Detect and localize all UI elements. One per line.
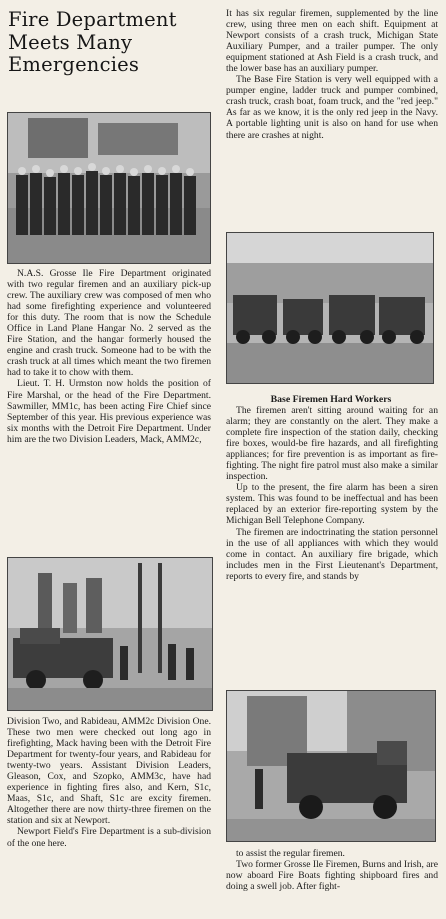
photo-fire-engine-drill <box>7 557 213 711</box>
paragraph: The firemen aren't sitting around waiting for an alarm; they are constantly on the alert. They make a complete fire inspection of the station daily, checking fire boxes, would-be fire hazards, and all firefighting appliances; for fire prevention is as important as fire-fighting. The night fire patrol must also make a similar inspection. <box>226 405 438 483</box>
photo-fire-trucks-graphic <box>227 233 433 383</box>
paragraph: The Base Fire Station is very well equipped with a pumper engine, ladder truck and pumper combined, crash truck, crash boat, foam truck, and the "red jeep." As far as we know, it is the only red jeep in the Navy. A portable lighting unit is also on hand for use when there are crashes at night. <box>226 74 438 141</box>
paragraph: N.A.S. Grosse Ile Fire Department originated with two regular firemen and an auxiliary pick-up crew. The auxiliary crew was composed of men who had some firefighting experience and volunteered for this duty. The room that is now the Schedule Office in Land Plane Hangar No. 2 served as the Fire Station, and the hangar formerly housed the engine and crash truck. Someone had to be with the crash truck at all times which meant the two firemen had to take it to chow with them. <box>7 268 211 379</box>
photo-fire-station-graphic <box>227 691 435 841</box>
headline-line: Emergencies <box>8 53 140 76</box>
paragraph: to assist the regular firemen. <box>236 848 345 859</box>
paragraph: Division Two, and Rabideau, AMM2c Division One. These two men were checked out long ago in firefighting, Mack having been with the Detroit Fire Department for twenty-four years, and Rabideau for twenty-two years. Assistant Division Leaders, Gleason, Cox, and Szopko, AMM3c, have had experience in fighting fires also, and Kern, S1c, Maas, S1c, and Shaft, S1c are excity firemen. Altogether there are now thirty-three firemen on the station and six at Newport. <box>7 716 211 827</box>
paragraph: Newport Field's Fire Department is a sub-division of the one here. <box>7 826 211 849</box>
article-text-right-2 <box>226 405 438 582</box>
article-text-left-1 <box>7 268 211 445</box>
paragraph: It has six regular firemen, supplemented by the line crew, using three men on each shift. Equipment at Newport consists of a crash truck, Michigan State Auxiliary Pumper, and a trailer pumper. The only equipment stationed at Ash Field is a crash truck, and the lower base has an auxiliary pumper. <box>226 8 438 75</box>
article-text-right-3 <box>226 848 438 892</box>
left-column <box>6 0 212 849</box>
article-headline <box>8 9 212 77</box>
paragraph: Two former Grosse Ile Firemen, Burns and Irish, are now aboard Fire Boats fighting shipboard fires and doing a swell job. After fight- <box>226 859 438 893</box>
article-text-right-1 <box>226 8 438 141</box>
paragraph: The firemen are indoctrinating the station personnel in the use of all appliances with which they would come in contact. An auxiliary fire brigade, which includes men in the First Lieutenant's Department, reports to every fire, and stands by <box>226 526 438 582</box>
photo-fire-engine-station <box>226 690 436 842</box>
paragraph: Up to the present, the fire alarm has been a siren system. This was found to be ineffectual and has been replaced by an exterior fire-reporting system by the Michigan Bell Telephone Company. <box>226 482 438 527</box>
photo-fire-trucks-lineup <box>226 232 434 384</box>
photo-fire-engine-graphic <box>8 558 212 710</box>
photo-fire-crew-graphic <box>8 113 210 263</box>
section-subhead: Base Firemen Hard Workers <box>270 394 392 405</box>
paragraph: Lieut. T. H. Urmston now holds the position of Fire Marshal, or the head of the Fire Department. Sawmiller, MM1c, has been acting Fire Chief since September of this year. His previous experience was six months with the Detroit Fire Department. Under him are the two Division Leaders, Mack, AMM2c, <box>7 378 211 445</box>
photo-fire-crew-group <box>7 112 211 264</box>
headline-line: Fire Department <box>8 8 177 31</box>
headline-line: Meets Many <box>8 30 133 54</box>
article-text-left-2 <box>7 716 211 849</box>
